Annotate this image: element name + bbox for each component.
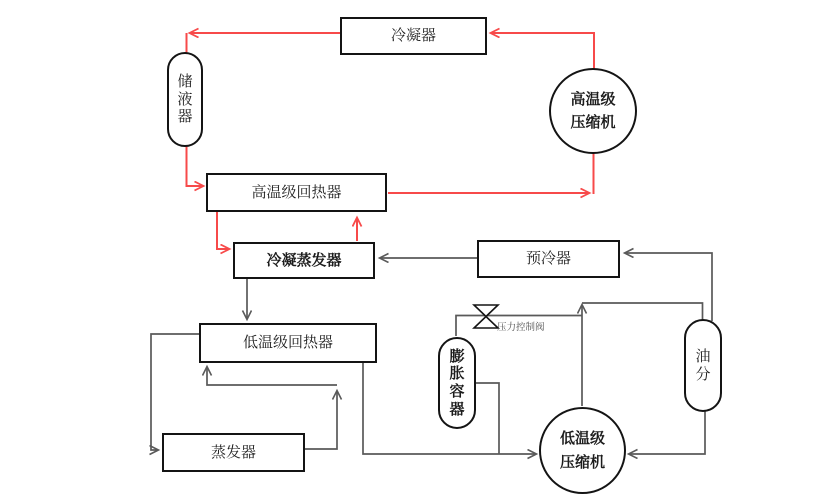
edge-htregenerator-to-condevaporator (217, 211, 229, 249)
node-lt-compressor-label-line2: 压缩机 (559, 453, 605, 471)
edge-htcompressor-to-condenser (491, 33, 594, 69)
node-liquid-receiver (167, 52, 203, 147)
pressure-valve-icon (474, 305, 498, 328)
node-expansion-vessel-label: 膨胀容器 (449, 347, 465, 418)
node-condenser-label: 冷凝器 (390, 27, 436, 44)
node-condensing-evaporator (233, 242, 375, 279)
pressure-valve-label: 压力控制阀 (497, 322, 545, 333)
node-ht-compressor-label-line2: 压缩机 (570, 114, 616, 131)
edge-receiver-to-htregenerator (187, 145, 204, 186)
node-evaporator-label: 蒸发器 (210, 443, 256, 461)
node-lt-compressor (539, 407, 626, 494)
node-ht-compressor-label-line1: 高温级 (570, 90, 616, 108)
node-condenser (340, 17, 487, 55)
node-expansion-vessel (438, 337, 476, 429)
node-precooler-label: 预冷器 (525, 250, 571, 267)
edge-oilseparator-to-precooler (625, 253, 712, 321)
node-condensing-evaporator-label: 冷凝蒸发器 (266, 251, 342, 269)
node-lt-regenerator (199, 323, 377, 363)
node-oil-separator-label: 油分 (695, 347, 711, 383)
node-ht-regenerator-label: 高温级回热器 (251, 183, 342, 201)
edge-expansionvessel-to-suction (476, 383, 499, 454)
node-ht-regenerator (206, 173, 387, 212)
edge-evaporator-to-ltregenerator (207, 367, 337, 385)
node-lt-compressor-label-line1: 低温级 (559, 430, 605, 448)
node-lt-regenerator-label: 低温级回热器 (242, 334, 333, 351)
node-precooler (477, 240, 620, 278)
node-ht-compressor (549, 68, 637, 154)
node-evaporator (162, 433, 305, 472)
edge-discharge-to-oilseparator (582, 303, 703, 320)
node-liquid-receiver-label: 储液器 (177, 72, 193, 126)
edge-evaporator-return-rise (305, 391, 337, 449)
node-oil-separator (684, 319, 722, 412)
edge-oilseparator-to-ltcompressor (629, 411, 705, 454)
high-temp-loop-lines (187, 33, 595, 249)
